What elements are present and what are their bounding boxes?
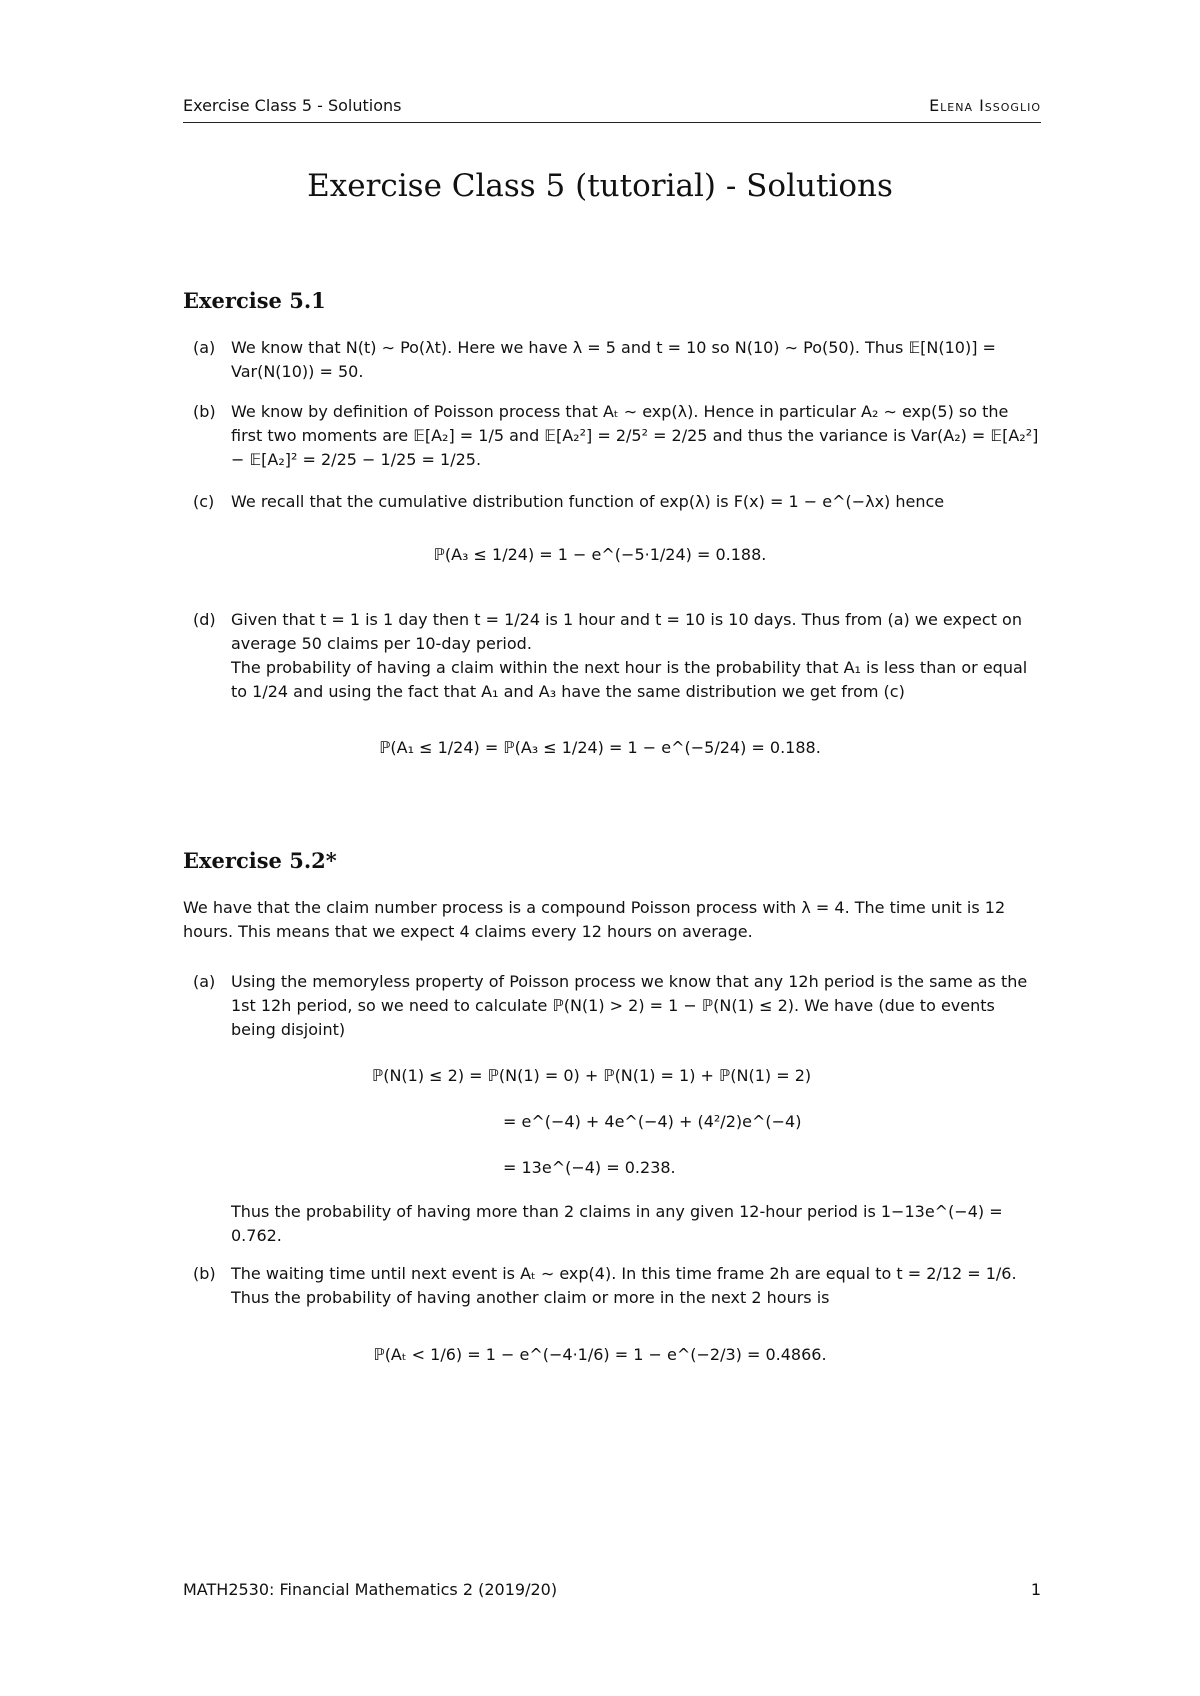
equation-5-2-a-line-3: = 13e^(−4) = 0.238. — [503, 1158, 676, 1177]
part-label: (b) — [193, 1264, 216, 1283]
page-number: 1 — [1030, 1580, 1041, 1599]
exercise-5-2-heading: Exercise 5.2* — [183, 848, 337, 873]
header-author: Elena Issoglio — [929, 96, 1041, 115]
exercise-5-2-intro: We have that the claim number process is a compound Poisson process with λ = 4. The time unit is 12 hours. This means that we expect 4 claims every 12 hours on average. — [183, 898, 1006, 941]
footer-course: MATH2530: Financial Mathematics 2 (2019/20) — [183, 1580, 558, 1599]
equation-5-1-c: ℙ(A₃ ≤ 1/24) = 1 − e^(−5·1/24) = 0.188. — [433, 545, 767, 564]
part-text: We know by definition of Poisson process that Aₜ ∼ exp(λ). Hence in particular A₂ ∼ exp(5) so the first two moments are 𝔼[A₂] = 1/5 and 𝔼[A₂²] = 2/5² = 2/25 and thus the variance is Var(A₂) = 𝔼[A₂²] − 𝔼[A₂]² = 2/25 − 1/25 = 1/25. — [231, 402, 1039, 469]
equation-5-2-a-line-2: = e^(−4) + 4e^(−4) + (4²/2)e^(−4) — [503, 1112, 802, 1131]
part-label: (a) — [193, 338, 216, 357]
part-label: (c) — [193, 492, 215, 511]
exercise-5-1-heading: Exercise 5.1 — [183, 288, 326, 313]
part-label: (d) — [193, 610, 216, 629]
part-label: (a) — [193, 972, 216, 991]
equation-5-2-a-line-1: ℙ(N(1) ≤ 2) = ℙ(N(1) = 0) + ℙ(N(1) = 1) + ℙ(N(1) = 2) — [372, 1066, 812, 1085]
part-text: The waiting time until next event is Aₜ ∼ exp(4). In this time frame 2h are equal to t = 2/12 = 1/6. Thus the probability of having another claim or more in the next 2 hours is — [231, 1264, 1017, 1307]
page-footer — [183, 1580, 1041, 1599]
part-text: We recall that the cumulative distribution function of exp(λ) is F(x) = 1 − e^(−λx) hence — [231, 492, 945, 511]
part-text: We know that N(t) ∼ Po(λt). Here we have λ = 5 and t = 10 so N(10) ∼ Po(50). Thus 𝔼[N(10)] = Var(N(10)) = 50. — [231, 338, 996, 381]
header-title: Exercise Class 5 - Solutions — [183, 96, 402, 115]
equation-5-1-d: ℙ(A₁ ≤ 1/24) = ℙ(A₃ ≤ 1/24) = 1 − e^(−5/24) = 0.188. — [379, 738, 821, 757]
running-header — [183, 96, 1041, 123]
part-text: Thus the probability of having more than 2 claims in any given 12-hour period is 1−13e^(−4) = 0.762. — [231, 1202, 1003, 1245]
part-text: The probability of having a claim within the next hour is the probability that A₁ is less than or equal to 1/24 and using the fact that A₁ and A₃ have the same distribution we get from (c) — [231, 658, 1028, 701]
part-text: Given that t = 1 is 1 day then t = 1/24 is 1 hour and t = 10 is 10 days. Thus from (a) we expect on average 50 claims per 10-day period. — [231, 610, 1022, 653]
part-text: Using the memoryless property of Poisson process we know that any 12h period is the same as the 1st 12h period, so we need to calculate ℙ(N(1) > 2) = 1 − ℙ(N(1) ≤ 2). We have (due to events being disjoint) — [231, 972, 1028, 1039]
equation-5-2-b: ℙ(Aₜ < 1/6) = 1 − e^(−4·1/6) = 1 − e^(−2/3) = 0.4866. — [373, 1345, 827, 1364]
page-title: Exercise Class 5 (tutorial) - Solutions — [307, 168, 893, 204]
part-label: (b) — [193, 402, 216, 421]
